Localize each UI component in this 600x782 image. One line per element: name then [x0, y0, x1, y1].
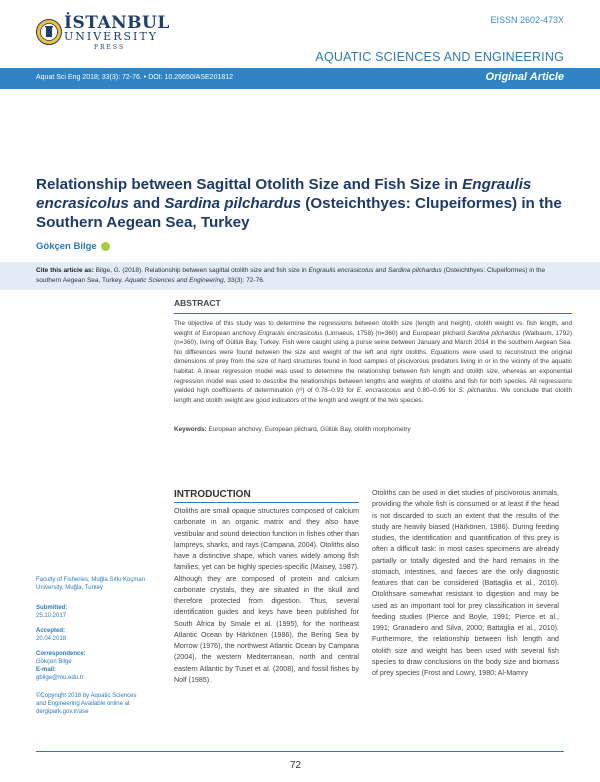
correspondence-block: Correspondence: Gökçen Bilge E-mail: gbilge@mu.edu.tr	[36, 650, 166, 682]
article-title: Relationship between Sagittal Otolith Size and Fish Size in Engraulis encrasicolus and Sardina pilchardus (Osteichthyes: Clupeiformes) in the Southern Aegean Sea, Turkey	[36, 176, 562, 231]
citation-line: Aquat Sci Eng 2018; 33(3): 72-76. • DOI: 10.26650/ASE201812	[36, 74, 234, 81]
accepted-block: Accepted: 20.04.2018	[36, 628, 67, 642]
affiliation: Faculty of Fisheries, Muğla Sıtkı Koçman University, Muğla, Turkey	[36, 577, 146, 591]
logo-press: PRESS	[94, 44, 126, 51]
journal-name: AQUATIC SCIENCES AND ENGINEERING	[315, 50, 564, 64]
istanbul-university-seal-icon	[36, 14, 62, 50]
abstract-heading: ABSTRACT	[174, 298, 221, 308]
footer-divider	[36, 751, 564, 752]
introduction-heading: INTRODUCTION	[174, 489, 251, 500]
abstract-divider	[174, 313, 572, 314]
eissn: EISSN 2602-473X	[490, 15, 564, 25]
introduction-column-2: Otoliths can be used in diet studies of piscivorous animals, providing the whole fish is consumed or at least if the head is not discarded to such an extent that the results of the study are heavily biased (Härkönen, 1986). During feeding studies, the identification and quantification of this prey is often a difficult task: in most cases specimens are already partially or totally digested and the hard remains in the stomach, intestines, and faeces are the only diagnostic features that can be considered (Battaglia et al., 2010). Otolithsare somewhat resistant to digestion and may be used as an important tool for prey classification in several feeding studies (Pierce and Boyle, 1991; Pierce et al., 1991; Granadeiro and Silva, 2000; Battaglia et al., 2010). Furthermore, the relationship between fish length and otolith size and weight has been used with several fish species to draw conclusions on the body size and biomass of prey species (Frost and Lowry, 1980; Al-Mamry	[372, 489, 559, 677]
introduction-divider	[174, 502, 359, 503]
abstract-body: The objective of this study was to determine the regressions between otolith size (length and height), otolith weight vs. fish length, and weight of European anchovy Engraulis encrasicolus (Linnaeus, 1758) (n=360) and European pilchard Sardina pilchardus (Walbaum, 1792) (n=360), living off Güllük Bay, Turkey. Fish were caught using a purse seine between January and March 2014 in the southern Aegean Sea. No differences were found between the size and weight of the left and right otoliths. Equations were used to reconstruct the original dimensions of prey from the size of hard structures found in food samples of piscivorous predators living in or in the vicinity of the aquatic habitat. A linear regression model was used to determine the relationship between fish length and otolith size, whereas an exponential regression model was used to describe the relationships between lengths and weights of otoliths and fish for both species. All regressions yielded high coefficients of determination (r²) of 0.78–0.93 for E. encrasicolus and 0.80–0.95 for S. pilchardus. We conclude that otolith length and otolith weight are good indicators of the length and weight of the two species.	[174, 320, 572, 404]
introduction-column-1: Otoliths are small opaque structures composed of calcium carbonate in an organic matrix and they also have vestibular and sound detection function in fishes other than lampreys, sharks, and rays (Campana, 2004). Otoliths also have a distinctive shape, which varies widely among fish families, yet can be highly species-specific (Maisey, 1987). Although they are composed of protein and calcium carbonate crystals, they are situated in the skull and therefore protected from digestion. Thus, several identification guides and keys have been published for South Africa by Smale et al. (1995), for the northeast Atlantic Ocean by Härkönen (1986), the Bering Sea by Morrow (1976), the northwest Atlantic Ocean by Campana (2004), the western Mediterranean, north and central eastern Atlantic by Tuset et al. (2008), and fossil fishes by Nolf (1985).	[174, 507, 359, 684]
submitted-block: Submitted: 25.10.2017	[36, 605, 68, 619]
logo-title: İSTANBUL	[64, 13, 170, 33]
orcid-icon[interactable]	[101, 242, 110, 251]
keywords: Keywords: European anchovy, European pilchard, Güllük Bay, otolith morphometry	[174, 426, 411, 433]
logo-subtitle: UNIVERSITY	[64, 30, 158, 43]
article-type: Original Article	[485, 71, 564, 83]
page-number: 72	[290, 760, 302, 771]
cite-text: Cite this article as: Bilge, G. (2018). Relationship between sagittal otolith size and fish size in Engraulis encrasicolus and Sardina pilchardus (Osteichthyes: Clupeiformes) in the southern Aegean Sea, Turkey. Aquatic Sciences and Engineering, 33(3): 72-76.	[36, 267, 546, 284]
author: Gökçen Bilge	[36, 241, 110, 252]
copyright: ©Copyright 2018 by Aquatic Sciences and Engineering Available online at dergipark.gov.tr/ase	[36, 693, 137, 715]
email-link[interactable]: gbilge@mu.edu.tr	[36, 675, 84, 681]
